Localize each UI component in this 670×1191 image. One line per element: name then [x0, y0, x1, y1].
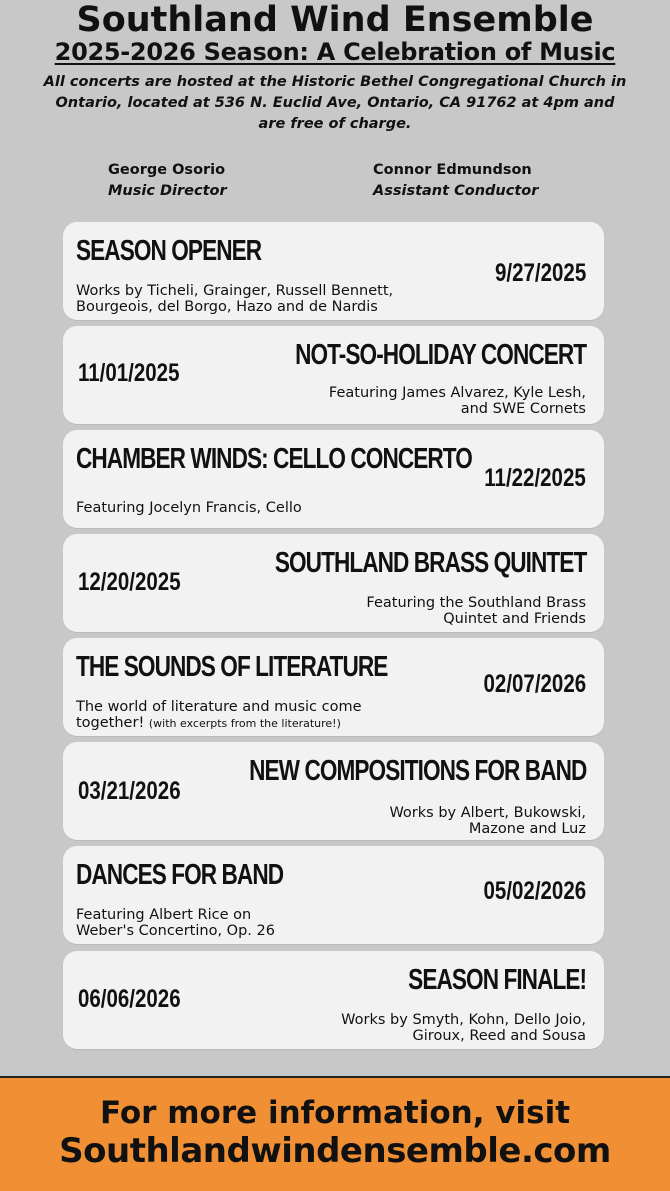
concert-title: NOT-SO-HOLIDAY CONCERT: [294, 339, 586, 371]
concert-date: 06/06/2026: [78, 985, 181, 1013]
concert-description: The world of literature and music come together! (with excerpts from the literature!): [76, 699, 362, 731]
season-subtitle: 2025-2026 Season: A Celebration of Music: [54, 38, 616, 66]
concert-card-sounds-of-literature: [63, 638, 604, 736]
concert-description: Works by Smyth, Kohn, Dello Joio, Giroux, Reed and Sousa: [341, 1012, 586, 1044]
concert-title: THE SOUNDS OF LITERATURE: [76, 651, 388, 683]
concert-card-brass-quintet: [63, 534, 604, 632]
staff-role: Music Director: [108, 183, 227, 199]
concert-card-season-finale: [63, 951, 604, 1049]
concert-date: 11/01/2025: [78, 359, 180, 387]
concert-card-dances-for-band: [63, 846, 604, 944]
concert-card-season-opener: [63, 222, 604, 320]
staff-name: George Osorio: [108, 162, 226, 178]
concert-title: CHAMBER WINDS: CELLO CONCERTO: [76, 443, 472, 475]
concert-date: 11/22/2025: [484, 464, 586, 492]
concert-description: Featuring Albert Rice on Weber's Concertino, Op. 26: [76, 907, 275, 939]
venue-note: All concerts are hosted at the Historic Bethel Congregational Church in Ontario, located at 536 N. Euclid Ave, Ontario, CA 91762 at 4pm and are free of charge.: [43, 74, 627, 132]
info-footer: [0, 1076, 670, 1191]
concert-date: 03/21/2026: [78, 777, 181, 805]
concert-description: Works by Albert, Bukowski, Mazone and Luz: [389, 805, 586, 837]
concert-title: NEW COMPOSITIONS FOR BAND: [248, 755, 586, 787]
concert-title: SEASON FINALE!: [408, 964, 586, 996]
staff-music-director: [108, 160, 227, 202]
concert-card-chamber-winds: [63, 430, 604, 528]
concert-description: Featuring James Alvarez, Kyle Lesh, and SWE Cornets: [328, 385, 586, 417]
concert-note: (with excerpts from the literature!): [148, 716, 341, 730]
concert-date: 02/07/2026: [483, 670, 586, 698]
concert-title: DANCES FOR BAND: [76, 859, 284, 891]
concert-description: Featuring Jocelyn Francis, Cello: [76, 500, 302, 516]
website-link[interactable]: Southlandwindensemble.com: [59, 1131, 611, 1171]
concert-date: 05/02/2026: [483, 877, 586, 905]
footer-line: For more information, visit: [99, 1095, 571, 1131]
concert-description: Featuring the Southland Brass Quintet and Friends: [366, 595, 586, 627]
staff-role: Assistant Conductor: [373, 183, 539, 199]
staff-assistant-conductor: [373, 160, 538, 202]
concert-title: SEASON OPENER: [76, 235, 262, 267]
concert-date: 9/27/2025: [494, 259, 586, 287]
ensemble-title: Southland Wind Ensemble: [76, 0, 594, 40]
concert-title: SOUTHLAND BRASS QUINTET: [274, 547, 586, 579]
concert-card-new-compositions: [63, 742, 604, 840]
staff-name: Connor Edmundson: [373, 162, 532, 178]
concert-card-not-so-holiday: [63, 326, 604, 424]
concert-description: Works by Ticheli, Grainger, Russell Bennett, Bourgeois, del Borgo, Hazo and de Nardis: [76, 283, 394, 315]
concert-date: 12/20/2025: [78, 568, 181, 596]
